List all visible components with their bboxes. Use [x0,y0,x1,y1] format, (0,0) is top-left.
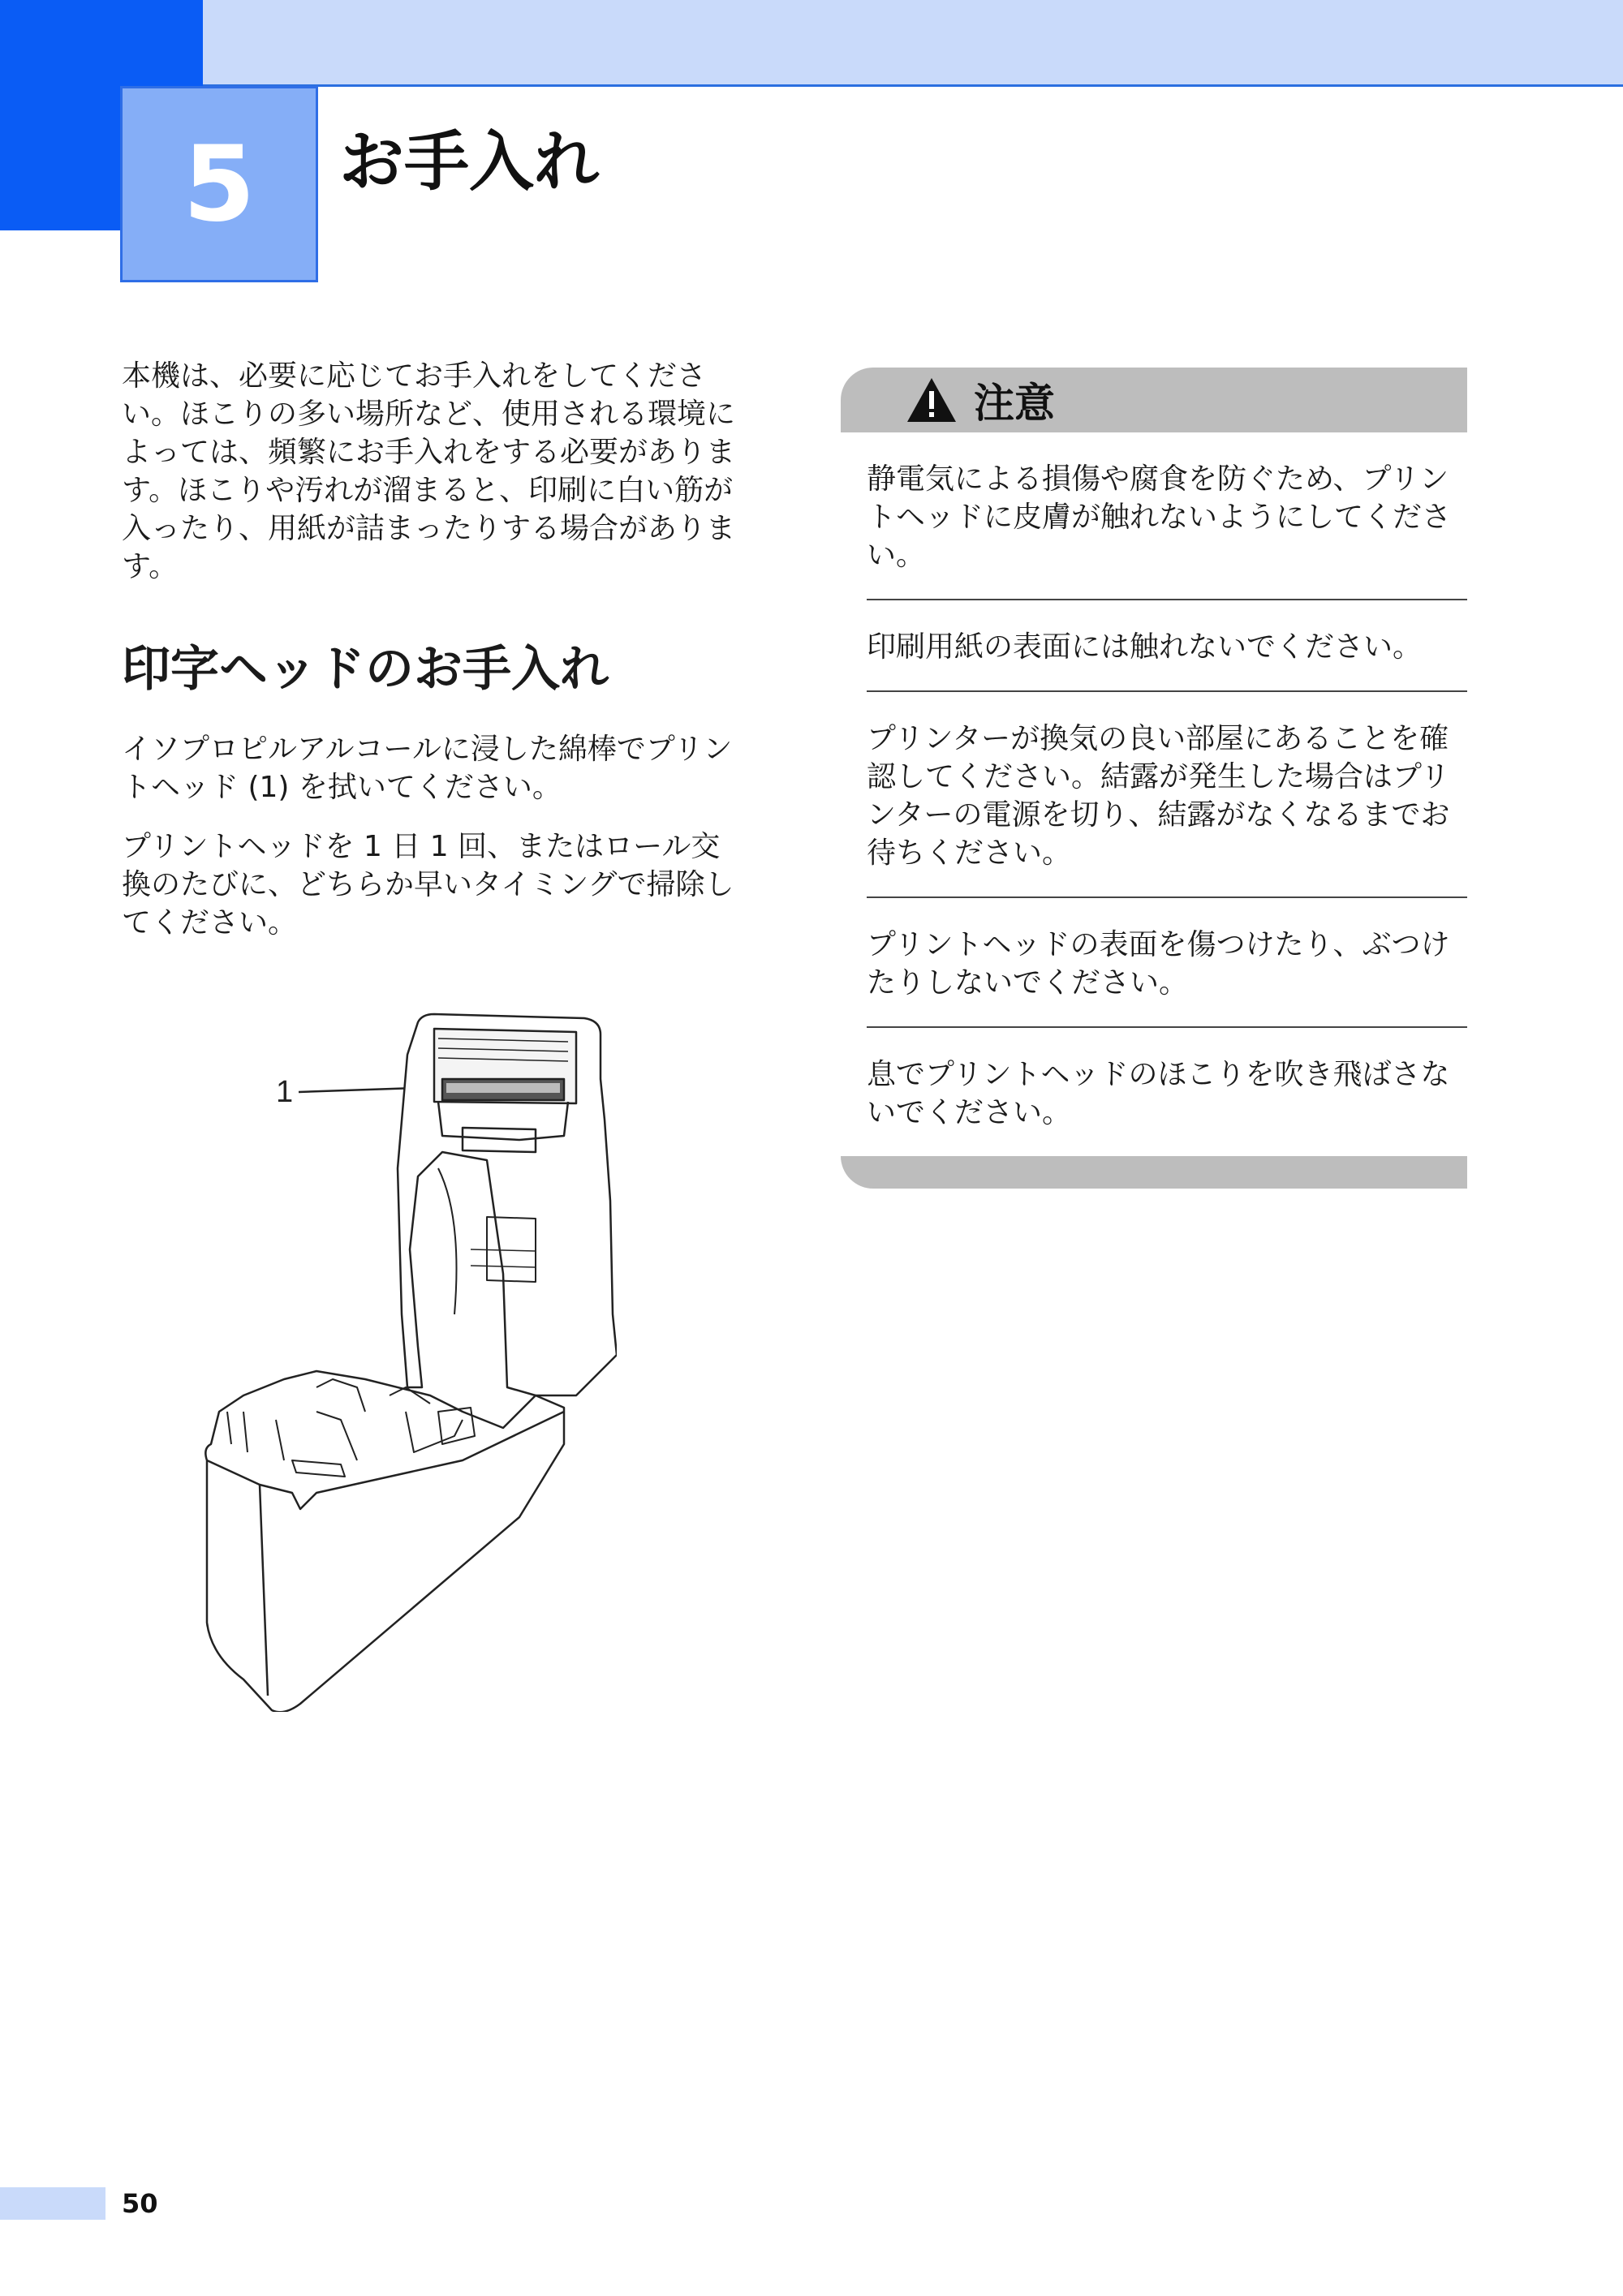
caution-footer [841,1156,1467,1189]
caution-item: 印刷用紙の表面には触れないでください。 [867,600,1467,692]
intro-paragraph: 本機は、必要に応じてお手入れをしてください。ほこりの多い場所など、使用される環境によっては、頻繁にお手入れをする必要があります。ほこりや汚れが溜まると、印刷に白い筋が入ったり、用紙が詰まったりする場合があります。 [122,359,736,583]
printer-illustration [195,1006,617,1712]
caution-box [841,368,1467,1189]
footer-band [0,2187,105,2220]
caution-item: プリントヘッドの表面を傷つけたり、ぶつけたりしないでください。 [867,898,1467,1028]
caution-item: プリンターが換気の良い部屋にあることを確認してください。結露が発生した場合はプリンターの電源を切り、結露がなくなるまでお待ちください。 [867,692,1467,898]
body-paragraph: イソプロピルアルコールに浸した綿棒でプリントヘッド (1) を拭いてください。 [122,733,733,804]
main-column [122,357,738,942]
chapter-title: お手入れ [339,124,599,200]
warning-icon [906,376,958,424]
caution-list [841,432,1467,1151]
chapter-number: 5 [120,86,318,282]
section-heading: 印字ヘッドのお手入れ [122,641,609,698]
body-paragraph: プリントヘッドを 1 日 1 回、またはロール交換のたびに、どちらか早いタイミングで掃除してください。 [122,830,734,939]
caution-header [841,368,1467,432]
header-band [203,0,1623,87]
caution-item: 静電気による損傷や腐食を防ぐため、プリントヘッドに皮膚が触れないようにしてください。 [867,432,1467,600]
caution-item: 息でプリントヘッドのほこりを吹き飛ばさないでください。 [867,1058,1450,1129]
caution-title: 注意 [974,380,1055,427]
page-number: 50 [122,2188,158,2219]
callout-label: 1 [276,1075,294,1109]
